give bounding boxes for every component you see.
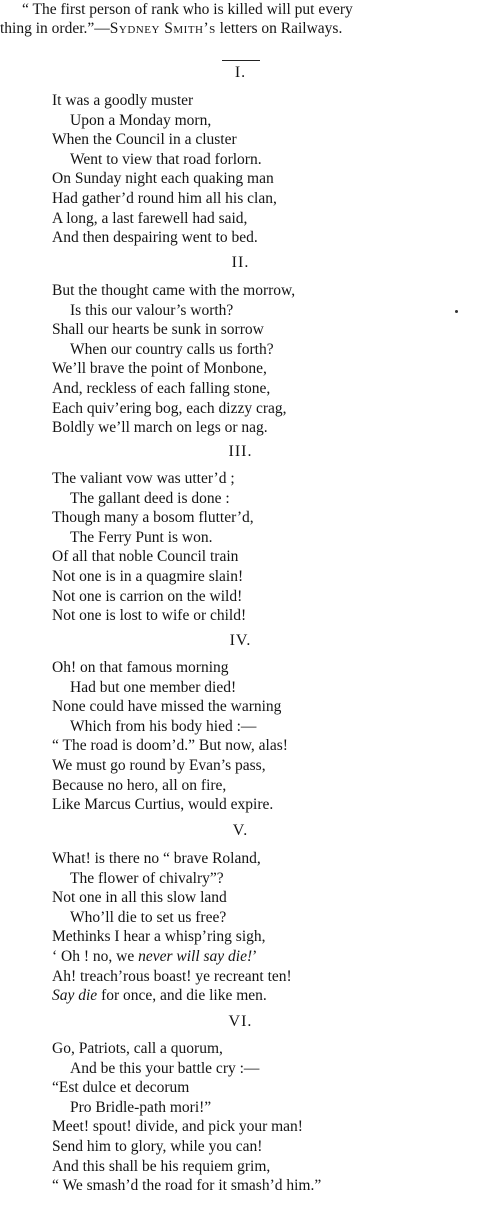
verse-line: And then despairing went to bed.	[52, 229, 258, 247]
verse-line: Each quiv’ering bog, each dizzy crag,	[52, 399, 287, 417]
epigraph-line-1: “ The first person of rank who is killed will put every	[22, 1, 353, 18]
verse-line: When our country calls us forth?	[70, 340, 274, 358]
stanza-heading: V.	[232, 822, 249, 839]
verse-line: Had but one member died!	[70, 678, 237, 696]
stanza-body	[52, 658, 472, 815]
verse-line: Shall our hearts be sunk in sorrow	[52, 321, 264, 339]
epigraph	[0, 0, 481, 38]
stanza-body	[52, 1039, 472, 1196]
verse-line: Went to view that road forlorn.	[70, 150, 262, 168]
stanza-heading: I.	[234, 64, 247, 81]
verse-line: The Ferry Punt is won.	[70, 528, 213, 546]
verse-line: None could have missed the warning	[52, 698, 282, 716]
verse-line: Meet! spout! divide, and pick your man!	[52, 1118, 303, 1136]
verse-line: Not one is carrion on the wild!	[52, 587, 243, 605]
verse-line: When the Council in a cluster	[52, 131, 237, 149]
verse-line: Pro Bridle-path mori!”	[70, 1098, 212, 1116]
verse-line: “ We smash’d the road for it smash’d him.”	[52, 1177, 322, 1195]
verse-line: And, reckless of each falling stone,	[52, 379, 271, 397]
epigraph-source-tail: letters on Railways.	[215, 20, 343, 37]
verse-line: The flower of chivalry”?	[70, 869, 224, 887]
epigraph-line-2	[0, 19, 481, 38]
verse-line: Say die for once, and die like men.	[52, 987, 267, 1005]
verse-line: Though many a bosom flutter’d,	[52, 509, 254, 527]
verse-line: But the thought came with the morrow,	[52, 282, 296, 299]
verse-line: And this shall be his requiem grim,	[52, 1157, 271, 1175]
verse-line: Upon a Monday morn,	[70, 111, 212, 129]
verse-line: Not one is lost to wife or child!	[52, 607, 247, 625]
verse-line: A long, a last farewell had said,	[52, 209, 248, 227]
verse-line: Go, Patriots, call a quorum,	[52, 1040, 223, 1057]
epigraph-source: Sydney Smith’s	[109, 20, 216, 37]
stanza-heading: IV.	[229, 632, 252, 649]
verse-line: And be this your battle cry :—	[70, 1059, 260, 1077]
verse-line: “ The road is doom’d.” But now, alas!	[52, 737, 288, 755]
verse-line: Like Marcus Curtius, would expire.	[52, 796, 274, 814]
verse-line: What! is there no “ brave Roland,	[52, 850, 261, 867]
section-rule	[222, 60, 260, 61]
verse-line: Not one is in a quagmire slain!	[52, 567, 244, 585]
stanza-body	[52, 469, 472, 626]
verse-line: Of all that noble Council train	[52, 548, 239, 566]
verse-line: The gallant deed is done :	[70, 489, 230, 507]
stanza-body	[52, 91, 472, 248]
verse-line: It was a goodly muster	[52, 92, 194, 109]
verse-line: Had gather’d round him all his clan,	[52, 189, 277, 207]
verse-line: Oh! on that famous morning	[52, 659, 229, 676]
stanza-heading: III.	[228, 443, 253, 460]
verse-line: Not one in all this slow land	[52, 889, 227, 907]
stanza-body	[52, 281, 472, 438]
verse-line: ‘ Oh ! no, we never will say die!’	[52, 947, 258, 965]
stanza-heading: II.	[231, 254, 250, 271]
epigraph-quote-end: thing in order.”—	[0, 20, 110, 37]
verse-line: Ah! treach’rous boast! ye recreant ten!	[52, 967, 292, 985]
stanza-body	[52, 849, 472, 1006]
verse-line: Is this our valour’s worth?	[70, 301, 234, 319]
verse-line: We must go round by Evan’s pass,	[52, 756, 266, 774]
verse-line: “Est dulce et decorum	[52, 1079, 190, 1097]
verse-line: The valiant vow was utter’d ;	[52, 470, 235, 487]
verse-line: On Sunday night each quaking man	[52, 170, 274, 188]
verse-line: Send him to glory, while you can!	[52, 1137, 263, 1155]
verse-line: Who’ll die to set us free?	[70, 908, 227, 926]
verse-line: Boldly we’ll march on legs or nag.	[52, 419, 268, 437]
stanza-heading: VI.	[228, 1013, 253, 1030]
verse-line: Which from his body hied :—	[70, 717, 257, 735]
verse-line: Methinks I hear a whisp’ring sigh,	[52, 928, 266, 946]
verse-line: Because no hero, all on fire,	[52, 776, 227, 794]
verse-line: We’ll brave the point of Monbone,	[52, 360, 267, 378]
